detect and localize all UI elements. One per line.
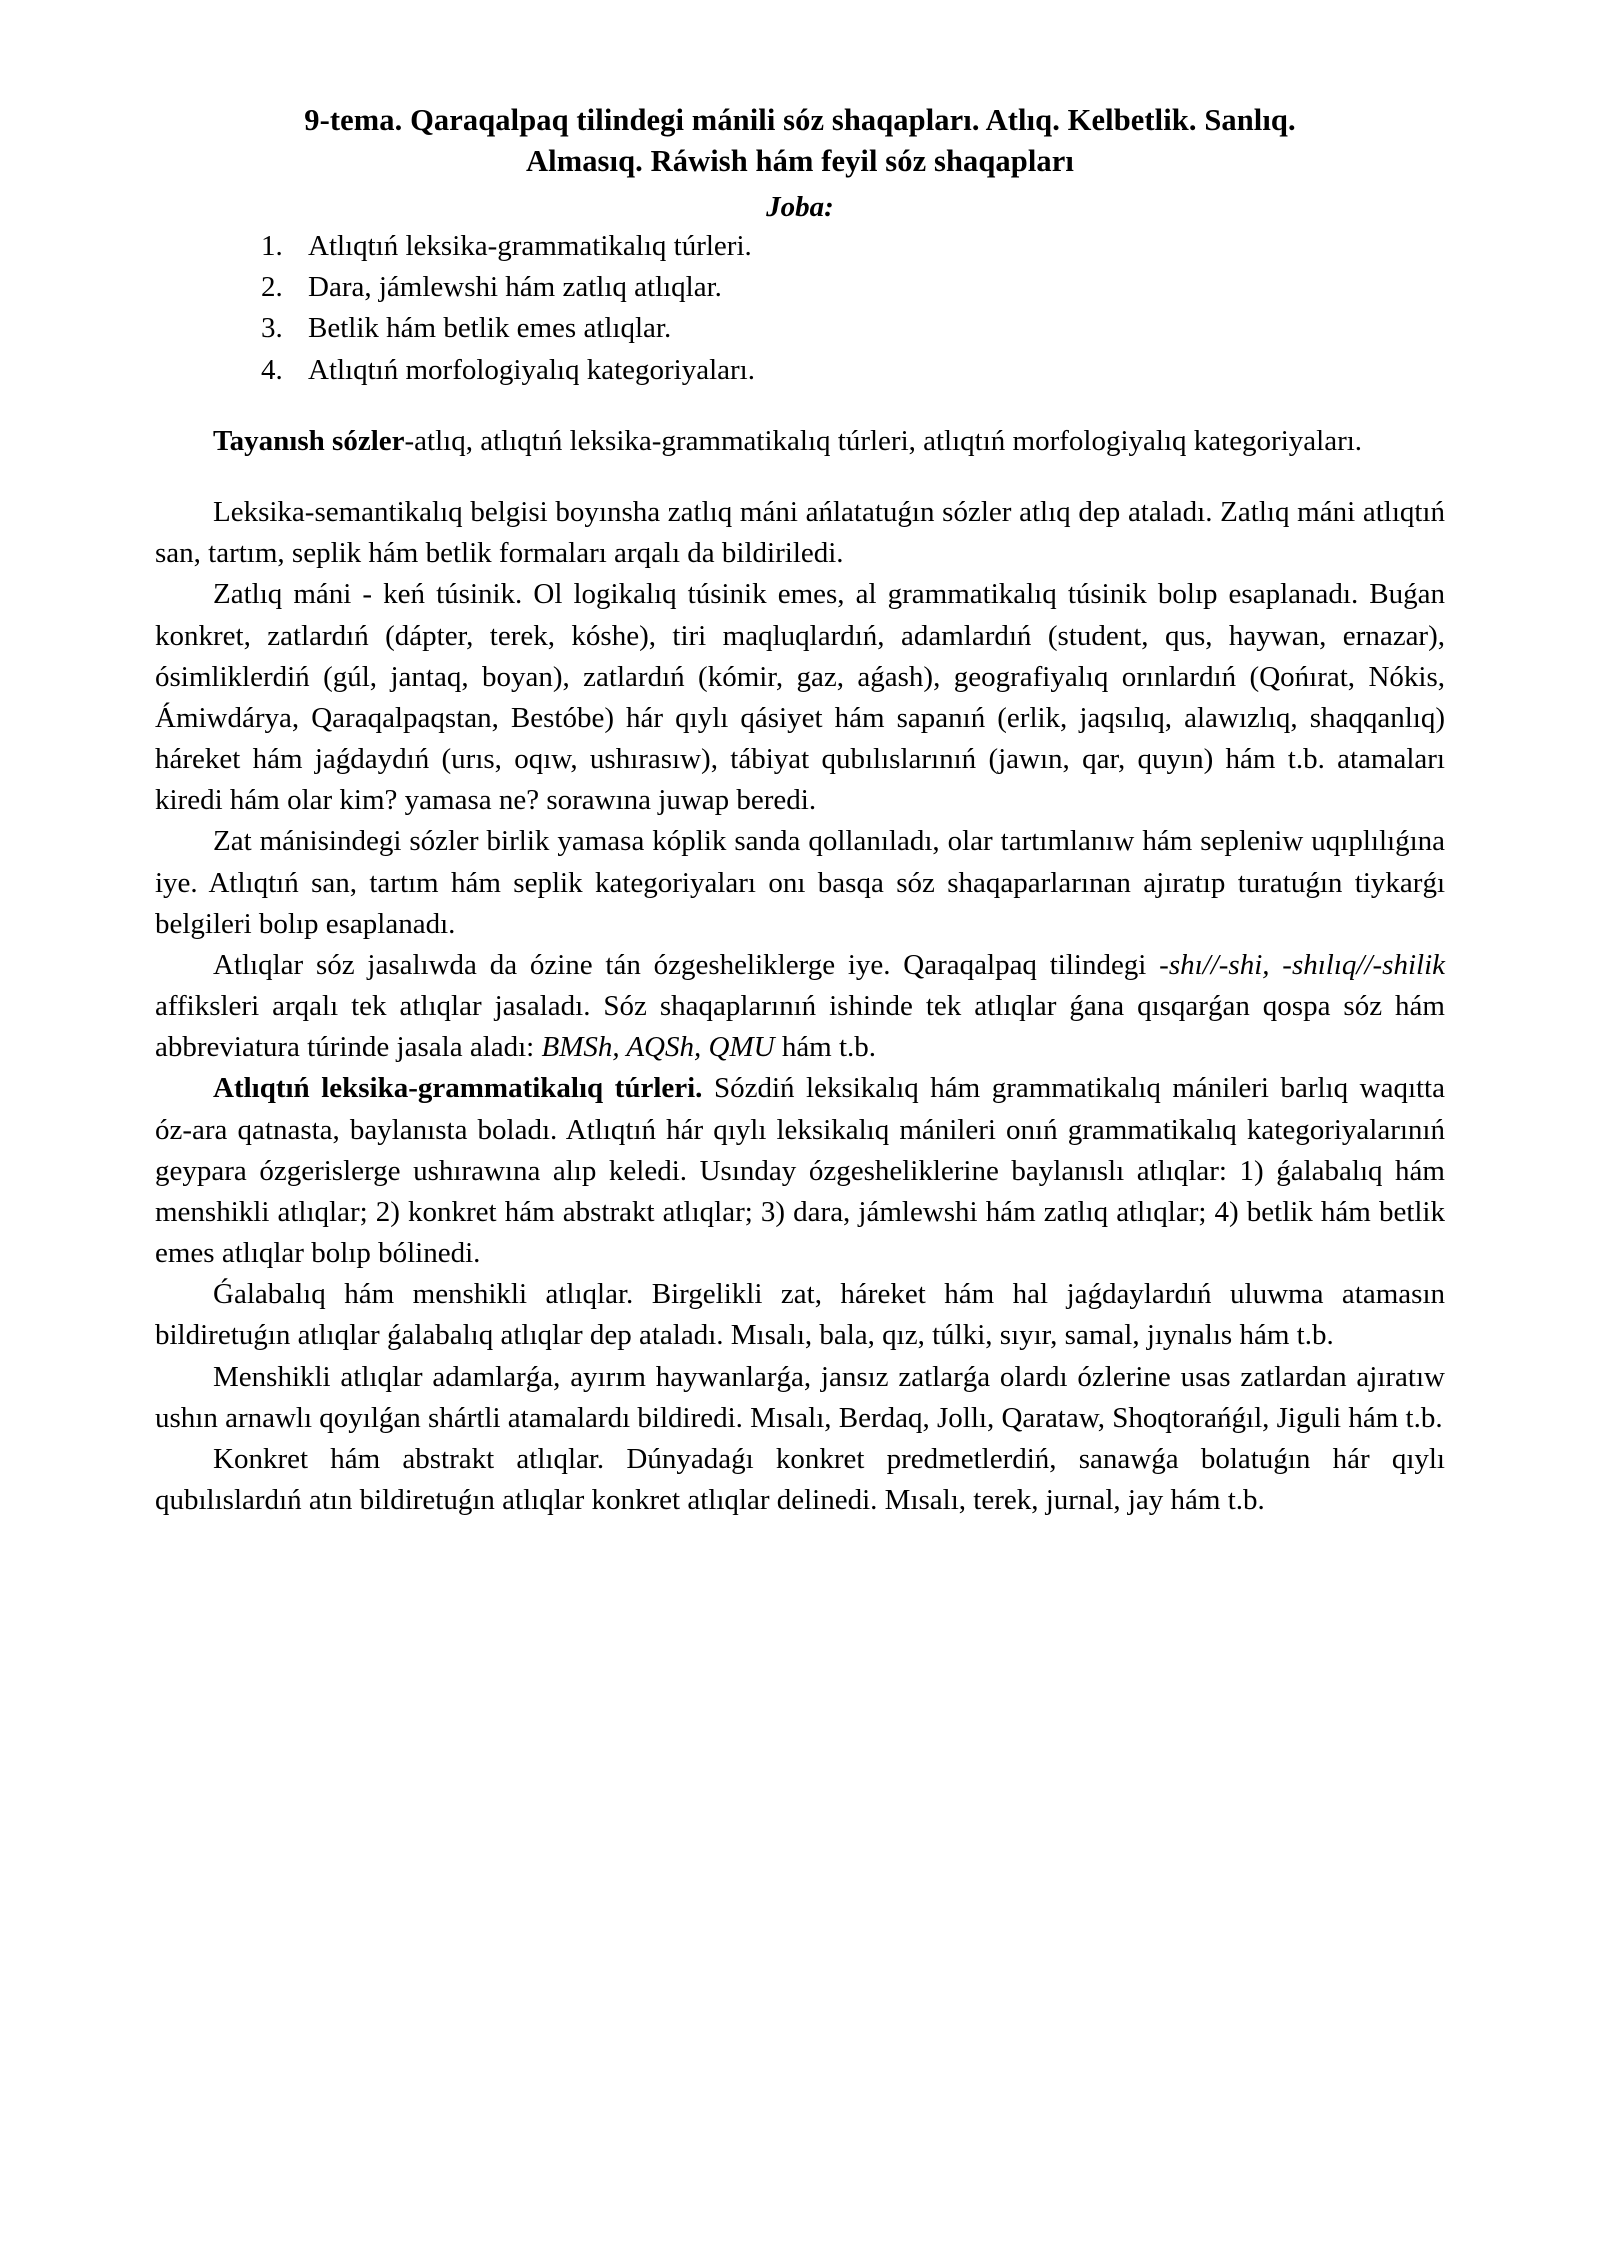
paragraph-p5 [155,1068,1445,1274]
p5-bold-heading: Atlıqtıń leksika-grammatikalıq túrleri. [213,1072,703,1105]
paragraph-p2: Zatlıq máni - keń túsinik. Ol logikalıq túsinik emes, al grammatikalıq túsinik bolıp esaplanadı. Buǵan konkret, zatlardıń (dápter, terek, kóshe), tiri maqluqlardıń, adamlardıń (student, qus, haywan, ernazar), ósimliklerdiń (gúl, jantaq, boyan), zatlardıń (kómir, gaz, aǵash), geografiyalıq orınlardıń (Qońırat, Nókis, Ámiwdárya, Qaraqalpaqstan, Bestóbe) hár qıylı qásiyet hám sapanıń (erlik, jaqsılıq, alawızlıq, shaqqanlıq) háreket hám jaǵdaydıń (urıs, oqıw, ushırasıw), tábiyat qubılıslarınıń (jawın, qar, quyın) hám t.b. atamaları kiredi hám olar kim? yamasa ne? sorawına juwap beredi. [155,578,1445,817]
p4-seg-0: Atlıqlar sóz jasalıwda da ózine tán ózgesheliklerge iye. Qaraqalpaq tilindegi - [213,948,1169,981]
paragraph-p6: Ǵalabalıq hám menshikli atlıqlar. Birgelikli zat, háreket hám hal jaǵdaylardıń uluwma atamasın bildiretuǵın atlıqlar ǵalabalıq atlıqlar dep ataladı. Mısalı, bala, qız, túlki, sıyır, samal, jıynalıs hám t.b. [155,1278,1445,1352]
keywords-paragraph [155,421,1445,462]
p4-seg-4: hám t.b. [774,1031,877,1064]
page-title [155,100,1445,181]
keywords-label: Tayanısh sózler [213,424,405,457]
outline-item-1: 1. Atlıqtıń leksika-grammatikalıq túrleri. [290,226,1445,267]
title-line-1: 9-tema. Qaraqalpaq tilindegi mánili sóz shaqapları. Atlıq. Kelbetlik. Sanlıq. [304,103,1296,137]
p4-abbreviations-italic: BMSh, AQSh, QMU [541,1031,775,1064]
paragraph-p4 [155,945,1445,1069]
keywords-text: -atlıq, atlıqtıń leksika-grammatikalıq túrleri, atlıqtıń morfologiyalıq kategoriyaları. [404,424,1363,457]
paragraph-p1: Leksika-semantikalıq belgisi boyınsha zatlıq máni ańlatatuǵın sózler atlıq dep ataladı. Zatlıq máni atlıqtıń san, tartım, seplik hám betlik formaları arqalı da bildiriledi. [155,495,1445,570]
plan-heading: Joba: [766,191,834,224]
p4-affixes-italic: shı//-shi, -shılıq//-shilik [1168,948,1446,981]
paragraph-p3: Zat mánisindegi sózler birlik yamasa kóplik sanda qollanıladı, olar tartımlanıw hám sepleniw uqıplılıǵına iye. Atlıqtıń san, tartım hám seplik kategoriyaları onı basqa sóz shaqaparlarınan ajıratıp turatuǵın tiykarǵı belgileri bolıp esaplanadı. [155,825,1445,940]
p5-seg-1: Sózdiń leksikalıq hám grammatikalıq mánileri barlıq waqıtta óz-ara qatnasta, baylanısta boladı. Atlıqtıń hár qıylı leksikalıq mánileri onıń grammatikalıq kategoriyalarınıń geypara ózgerislerge ushırawına alıp keledi. Usınday ózgesheliklerine baylanıslı atlıqlar: 1) ǵalabalıq hám menshikli atlıqlar; 2) konkret hám abstrakt atlıqlar; 3) dara, jámlewshi hám zatlıq atlıqlar; 4) betlik hám betlik emes atlıqlar bolıp bólinedi. [155,1072,1445,1270]
p4-seg-2: affiksleri arqalı tek atlıqlar jasaladı. Sóz shaqaplarınıń ishinde tek atlıqlar ǵana qısqarǵan qospa sóz hám abbreviatura túrinde jasala aladı: [155,990,1445,1064]
outline-item-4: 4. Atlıqtıń morfologiyalıq kategoriyaları. [290,350,1445,391]
outline-item-3: 3. Betlik hám betlik emes atlıqlar. [290,308,1445,349]
paragraph-p7: Menshikli atlıqlar adamlarǵa, ayırım haywanlarǵa, jansız zatlarǵa olardı ózlerine usas zatlardan ajıratıw ushın arnawlı qoyılǵan shártli atamalardı bildiredi. Mısalı, Berdaq, Jollı, Qarataw, Shoqtorańǵıl, Jiguli hám t.b. [155,1360,1445,1434]
document-body [155,421,1445,1521]
title-line-2: Almasıq. Ráwish hám feyil sóz shaqapları [526,143,1074,178]
outline-item-2: 2. Dara, jámlewshi hám zatlıq atlıqlar. [290,267,1445,308]
outline-list [155,226,1445,391]
paragraph-p8: Konkret hám abstrakt atlıqlar. Dúnyadaǵı konkret predmetlerdiń, sanawǵa bolatuǵın hár qıylı qubılıslardıń atın bildiretuǵın atlıqlar konkret atlıqlar delinedi. Mısalı, terek, jurnal, jay hám t.b. [155,1442,1445,1517]
